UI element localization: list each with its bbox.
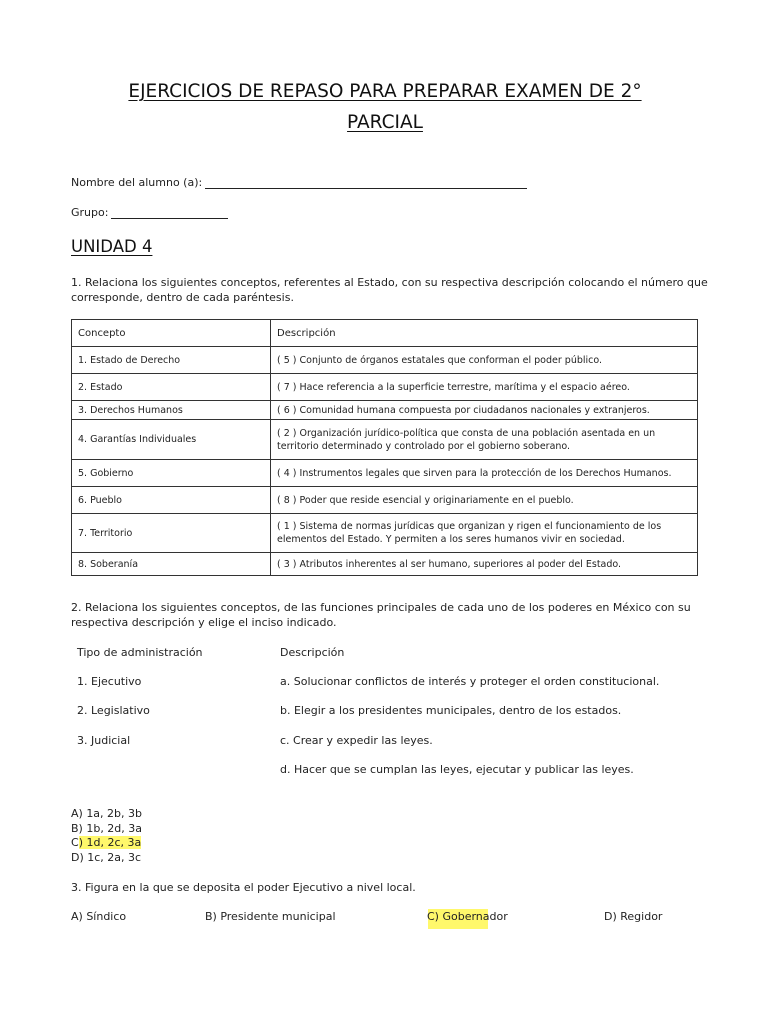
unit-heading: UNIDAD 4: [71, 237, 153, 256]
option-a[interactable]: A) 1a, 2b, 3b: [71, 807, 143, 820]
power-name: 3. Judicial: [77, 734, 131, 747]
concept-cell: 8. Soberanía: [72, 553, 271, 576]
description-cell: ( 2 ) Organización jurídico-política que consta de una población asentada en un territorio determinado y controlado por el gobierno soberano.: [271, 420, 698, 460]
power-description: c. Crear y expedir las leyes.: [280, 734, 433, 747]
q3-option-a[interactable]: A) Síndico: [71, 910, 127, 923]
table-row: [72, 514, 698, 553]
concept-cell: 2. Estado: [72, 374, 271, 401]
table-header-row: [72, 320, 698, 347]
option-b[interactable]: B) 1b, 2d, 3a: [71, 821, 143, 835]
table-row: [72, 487, 698, 514]
group-label: Grupo:: [71, 206, 109, 219]
concept-cell: 3. Derechos Humanos: [72, 401, 271, 420]
table-header-description: Descripción: [271, 320, 698, 347]
group-blank[interactable]: [111, 207, 228, 219]
option-c-prefix: C: [71, 836, 79, 849]
option-d[interactable]: D) 1c, 2a, 3c: [71, 850, 142, 864]
power-name: 1. Ejecutivo: [77, 675, 142, 688]
table-row: [72, 553, 698, 576]
description-cell: ( 7 ) Hace referencia a la superficie terrestre, marítima y el espacio aéreo.: [271, 374, 698, 401]
power-description: a. Solucionar conflictos de interés y proteger el orden constitucional.: [280, 675, 660, 688]
table-row: [72, 374, 698, 401]
group-field: [71, 206, 228, 219]
question-3-text: 3. Figura en la que se deposita el poder Ejecutivo a nivel local.: [71, 881, 416, 894]
table-header-concept: Concepto: [72, 320, 271, 347]
powers-header-type: Tipo de administración: [77, 646, 203, 659]
answer-highlight: ) 1d, 2c, 3a: [78, 836, 142, 849]
option-c[interactable]: [71, 836, 142, 851]
power-name: 2. Legislativo: [77, 704, 150, 717]
description-cell: ( 6 ) Comunidad humana compuesta por ciudadanos nacionales y extranjeros.: [271, 401, 698, 420]
power-description: b. Elegir a los presidentes municipales, dentro de los estados.: [280, 704, 622, 717]
concept-cell: 7. Territorio: [72, 514, 271, 553]
concept-cell: 6. Pueblo: [72, 487, 271, 514]
description-cell: ( 5 ) Conjunto de órganos estatales que conforman el poder público.: [271, 347, 698, 374]
title-line-2: PARCIAL: [347, 112, 423, 133]
description-cell: ( 4 ) Instrumentos legales que sirven para la protección de los Derechos Humanos.: [271, 460, 698, 487]
question-1-text: 1. Relaciona los siguientes conceptos, referentes al Estado, con su respectiva descripción colocando el número que corresponde, dentro de cada paréntesis.: [71, 276, 708, 304]
description-cell: ( 8 ) Poder que reside esencial y originariamente en el pueblo.: [271, 487, 698, 514]
student-name-field: [71, 176, 527, 189]
q3-option-d[interactable]: D) Regidor: [604, 910, 663, 923]
table-row: [72, 347, 698, 374]
page-title: [70, 76, 700, 138]
student-name-label: Nombre del alumno (a):: [71, 176, 203, 189]
concept-cell: 1. Estado de Derecho: [72, 347, 271, 374]
concept-cell: 5. Gobierno: [72, 460, 271, 487]
table-row: [72, 420, 698, 460]
concept-cell: 4. Garantías Individuales: [72, 420, 271, 460]
student-name-blank[interactable]: [205, 177, 527, 189]
question-2-text: 2. Relaciona los siguientes conceptos, de las funciones principales de cada uno de los poderes en México con su respectiva descripción y elige el inciso indicado.: [71, 601, 691, 629]
description-cell: ( 1 ) Sistema de normas jurídicas que organizan y rigen el funcionamiento de los elementos del Estado. Y permiten a los seres humanos vivir en sociedad.: [271, 514, 698, 553]
table-row: [72, 401, 698, 420]
q3-option-c[interactable]: C) Gobernador: [427, 910, 508, 923]
concepts-table: [71, 319, 698, 576]
description-cell: ( 3 ) Atributos inherentes al ser humano, superiores al poder del Estado.: [271, 553, 698, 576]
powers-header-description: Descripción: [280, 646, 345, 659]
q3-option-b[interactable]: B) Presidente municipal: [205, 910, 336, 923]
table-row: [72, 460, 698, 487]
title-line-1: EJERCICIOS DE REPASO PARA PREPARAR EXAMEN DE 2°: [128, 81, 642, 102]
power-description: d. Hacer que se cumplan las leyes, ejecutar y publicar las leyes.: [280, 763, 634, 776]
question-2-options: [71, 807, 142, 865]
